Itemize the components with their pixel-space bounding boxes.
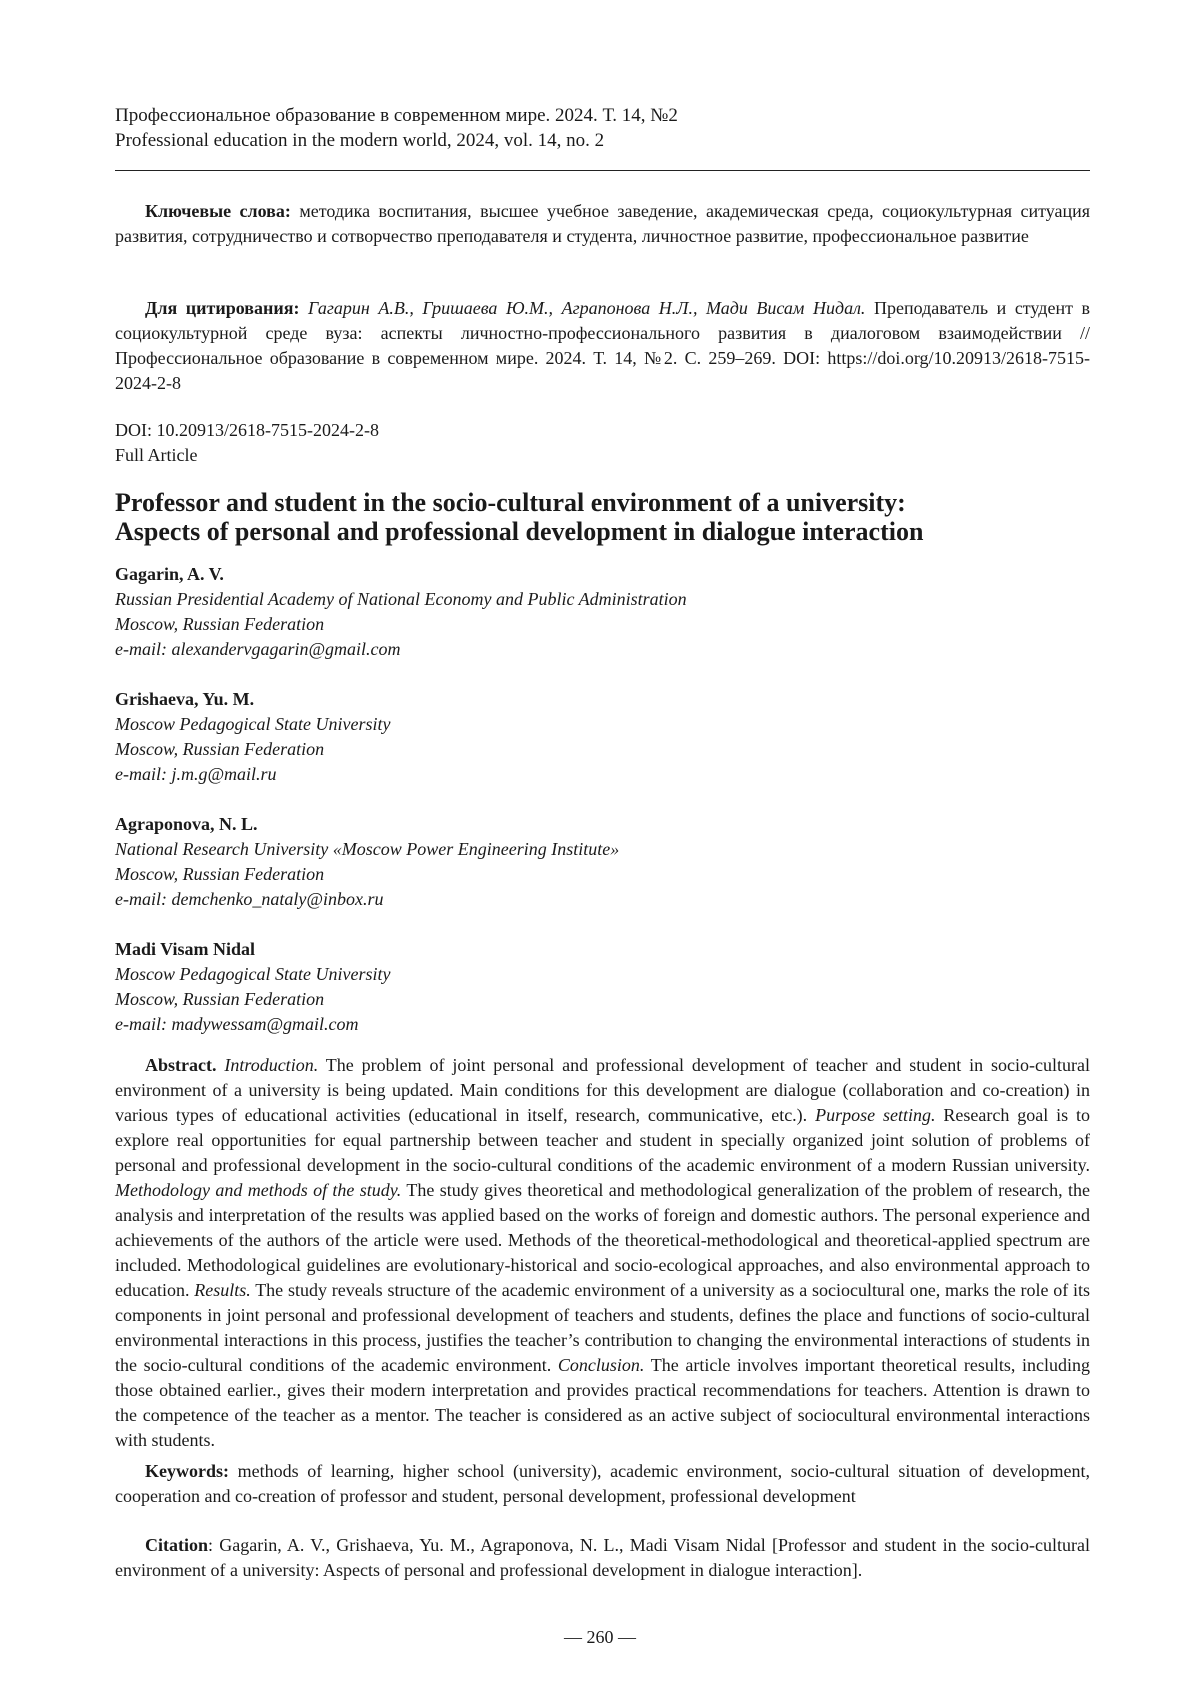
author-location: Moscow, Russian Federation [115, 612, 1090, 637]
ru-keywords-label: Ключевые слова: [145, 201, 291, 221]
article-type: Full Article [115, 443, 1090, 468]
page-number: — 260 — [0, 1625, 1200, 1650]
en-citation-text: : Gagarin, A. V., Grishaeva, Yu. M., Agraponova, N. L., Madi Visam Nidal [Professor and student in the socio-cultural environment of a university: Aspects of personal and professional development in dialogue interaction]. [115, 1535, 1090, 1580]
en-citation-label: Citation [145, 1535, 208, 1555]
author-affiliation: National Research University «Moscow Power Engineering Institute» [115, 837, 1090, 862]
abstract-intro-label: Introduction. [216, 1055, 318, 1075]
abstract-conclusion-text: The article involves important theoretical results, including those obtained earlier., gives their modern interpretation and provides practical recommendations for teachers. Attention is drawn to the competence of the teacher as a mentor. The teacher is considered as an active subject of sociocultural environmental interactions with students. [115, 1355, 1090, 1450]
author-affiliation: Moscow Pedagogical State University [115, 962, 1090, 987]
en-keywords-label: Keywords: [145, 1461, 229, 1481]
running-header-ru: Профессиональное образование в современном мире. 2024. Т. 14, №2 [115, 103, 1090, 128]
ru-citation-authors: Гагарин А.В., Гришаева Ю.М., Аграпонова Н.Л., Мади Висам Нидал. [300, 298, 866, 318]
running-header-en: Professional education in the modern world, 2024, vol. 14, no. 2 [115, 128, 1090, 153]
running-header [115, 103, 1090, 153]
abstract-purpose-text: Research goal is to explore real opportunities for equal partnership between teacher and student in specially organized joint solution of problems of personal and professional development in the socio-cultural conditions of the academic environment of a modern Russian university. [115, 1105, 1090, 1175]
author-email: e-mail: j.m.g@mail.ru [115, 762, 1090, 787]
author-email: e-mail: madywessam@gmail.com [115, 1012, 1090, 1037]
abstract [115, 1053, 1090, 1453]
abstract-results-label: Results. [189, 1280, 250, 1300]
author-block [115, 937, 1090, 1037]
author-block [115, 812, 1090, 912]
author-list [115, 562, 1090, 1062]
ru-citation [115, 296, 1090, 396]
journal-page [0, 0, 1200, 1697]
abstract-label: Abstract. [145, 1055, 216, 1075]
abstract-results-text: The study reveals structure of the academic environment of a university as a sociocultural one, marks the role of its components in joint personal and professional development of teachers and students, defines the place and functions of socio-cultural environmental interactions in this process, justifies the teacher’s contribution to changing the environmental interactions of students in the socio-cultural conditions of the academic environment. [115, 1280, 1090, 1375]
author-affiliation: Moscow Pedagogical State University [115, 712, 1090, 737]
ru-citation-label: Для цитирования: [145, 298, 300, 318]
author-name: Madi Visam Nidal [115, 937, 1090, 962]
abstract-methods-label: Methodology and methods of the study. [115, 1180, 401, 1200]
author-name: Gagarin, A. V. [115, 562, 1090, 587]
ru-keywords-text: методика воспитания, высшее учебное заведение, академическая среда, социокультурная ситуация развития, сотрудничество и сотворчество преподавателя и студента, личностное развитие, профессиональное развитие [115, 201, 1090, 246]
abstract-intro-text: The problem of joint personal and professional development of teacher and student in socio-cultural environment of a university is being updated. Main conditions for this development are dialogue (collaboration and co-creation) in various types of educational activities (educational in itself, research, communicative, etc.). [115, 1055, 1090, 1125]
ru-keywords [115, 199, 1090, 249]
author-affiliation: Russian Presidential Academy of National Economy and Public Administration [115, 587, 1090, 612]
abstract-conclusion-label: Conclusion. [551, 1355, 644, 1375]
author-location: Moscow, Russian Federation [115, 987, 1090, 1012]
doi: DOI: 10.20913/2618-7515-2024-2-8 [115, 418, 1090, 443]
ru-citation-text: Преподаватель и студент в социокультурной среде вуза: аспекты личностно-профессионального развития в диалоговом взаимодействии // Профессиональное образование в современном мире. 2024. Т. 14, №2. С. 259–269. DOI: https://doi.org/10.20913/2618-7515-2024-2-8 [115, 298, 1090, 393]
author-name: Agraponova, N. L. [115, 812, 1090, 837]
abstract-methods-text: The study gives theoretical and methodological generalization of the problem of research, the analysis and interpretation of the results was applied based on the works of foreign and domestic authors. The personal experience and achievements of the authors of the article were used. Methods of the theoretical-methodological and theoretical-applied spectrum are included. Methodological guidelines are evolutionary-historical and socio-ecological approaches, and also environmental approach to education. [115, 1180, 1090, 1300]
author-block [115, 562, 1090, 662]
en-citation [115, 1533, 1090, 1583]
header-divider [115, 170, 1090, 171]
article-title-line-1: Professor and student in the socio-cultural environment of a university: [115, 488, 906, 517]
author-email: e-mail: demchenko_nataly@inbox.ru [115, 887, 1090, 912]
author-location: Moscow, Russian Federation [115, 737, 1090, 762]
author-location: Moscow, Russian Federation [115, 862, 1090, 887]
author-email: e-mail: alexandervgagarin@gmail.com [115, 637, 1090, 662]
article-title-line-2: Aspects of personal and professional development in dialogue interaction [115, 517, 923, 546]
article-title [115, 488, 1090, 546]
author-block [115, 687, 1090, 787]
en-keywords-text: methods of learning, higher school (university), academic environment, socio-cultural situation of development, cooperation and co-creation of professor and student, personal development, professional development [115, 1461, 1090, 1506]
author-name: Grishaeva, Yu. M. [115, 687, 1090, 712]
doi-block [115, 418, 1090, 468]
en-keywords [115, 1459, 1090, 1509]
abstract-purpose-label: Purpose setting. [807, 1105, 935, 1125]
